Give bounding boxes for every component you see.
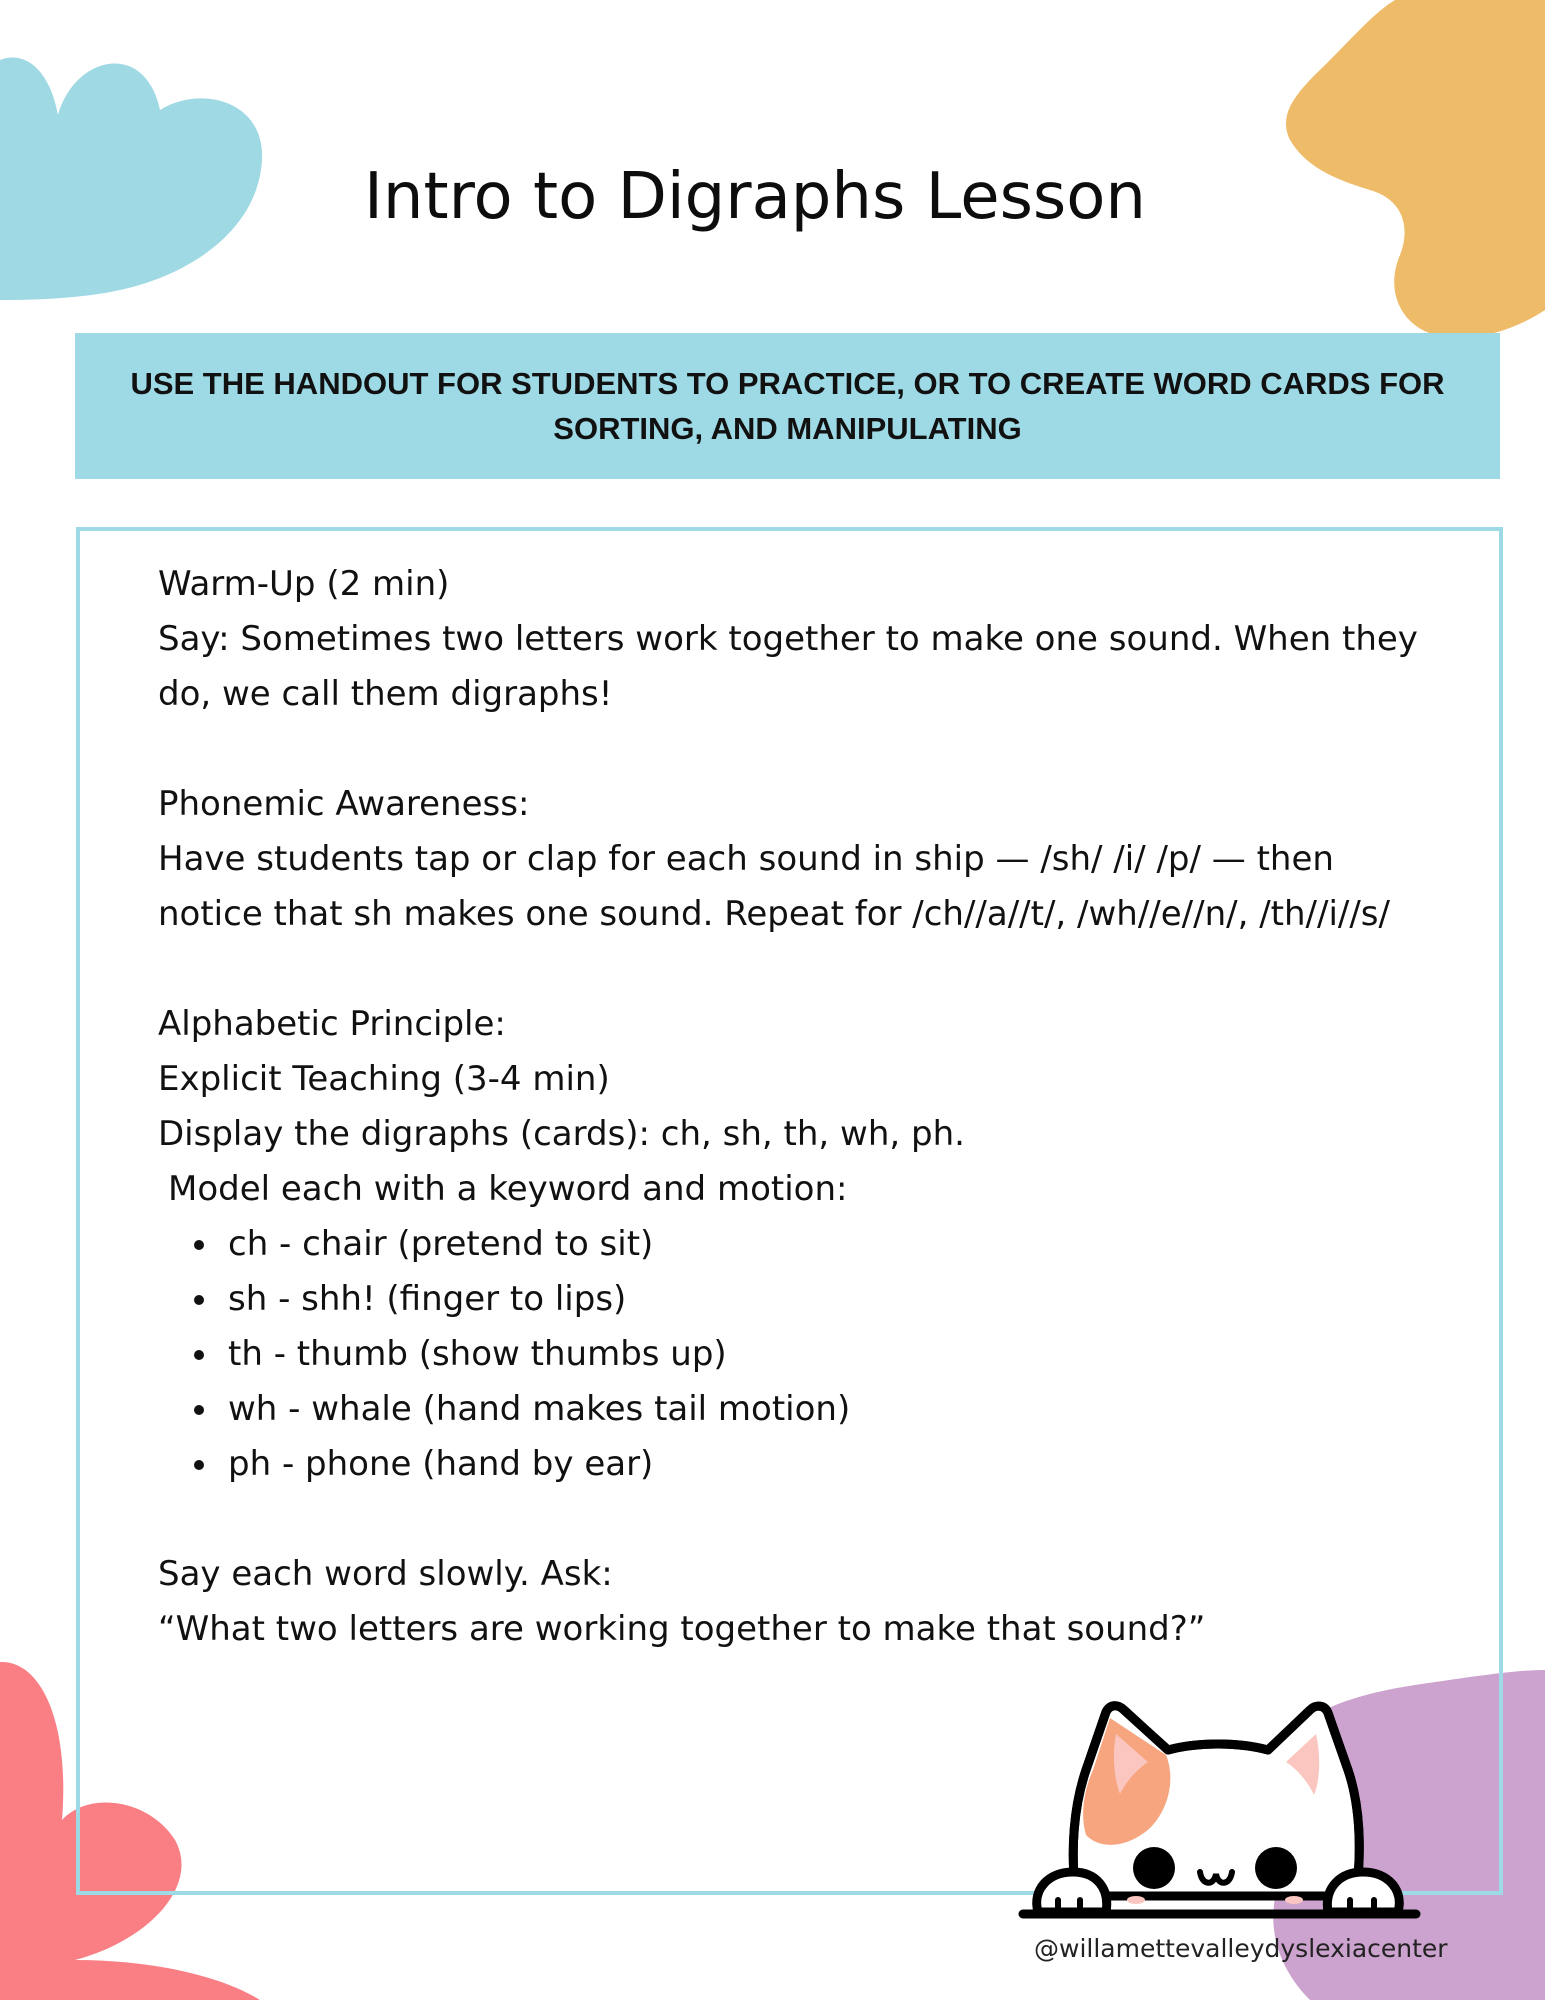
bullet-icon xyxy=(194,1350,204,1360)
list-item xyxy=(188,1327,1418,1382)
closing-question: “What two letters are working together to make that sound?” xyxy=(158,1609,1206,1649)
bullet-icon xyxy=(194,1460,204,1470)
blue-flower-decoration xyxy=(0,0,280,310)
instruction-banner xyxy=(75,333,1500,479)
list-item-text: wh - whale (hand makes tail motion) xyxy=(228,1389,851,1429)
phonemic-heading: Phonemic Awareness: xyxy=(158,784,530,824)
alphabetic-heading: Alphabetic Principle: xyxy=(158,1004,506,1044)
bullet-icon xyxy=(194,1295,204,1305)
bullet-icon xyxy=(194,1405,204,1415)
social-handle: @willamettevalleydyslexiacenter xyxy=(1034,1934,1448,1963)
digraph-keyword-list xyxy=(158,1217,1418,1492)
display-digraphs-text: Display the digraphs (cards): ch, sh, th, wh, ph. xyxy=(158,1114,965,1154)
list-item-text: th - thumb (show thumbs up) xyxy=(228,1334,727,1374)
banner-text: USE THE HANDOUT FOR STUDENTS TO PRACTICE, OR TO CREATE WORD CARDS FOR SORTING, AND MANIPULATING xyxy=(130,366,1445,446)
list-item xyxy=(188,1382,1418,1437)
page-title: Intro to Digraphs Lesson xyxy=(364,160,1146,234)
list-item-text: ph - phone (hand by ear) xyxy=(228,1444,654,1484)
list-item xyxy=(188,1272,1418,1327)
bullet-icon xyxy=(194,1240,204,1250)
closing-instruction: Say each word slowly. Ask: xyxy=(158,1554,613,1594)
lesson-content xyxy=(158,557,1418,1657)
explicit-teaching-heading: Explicit Teaching (3-4 min) xyxy=(158,1059,610,1099)
warmup-heading: Warm-Up (2 min) xyxy=(158,564,450,604)
peeking-cat-icon xyxy=(1018,1700,1423,1930)
list-item-text: sh - shh! (finger to lips) xyxy=(228,1279,627,1319)
list-item xyxy=(188,1437,1418,1492)
list-item-text: ch - chair (pretend to sit) xyxy=(228,1224,654,1264)
model-instruction: Model each with a keyword and motion: xyxy=(168,1169,848,1209)
list-item xyxy=(188,1217,1418,1272)
warmup-text: Say: Sometimes two letters work together to make one sound. When they do, we call them digraphs! xyxy=(158,619,1418,714)
phonemic-text: Have students tap or clap for each sound in ship — /sh/ /i/ /p/ — then notice that sh makes one sound. Repeat for /ch//a//t/, /wh//e//n/, /th//i//s/ xyxy=(158,839,1390,934)
